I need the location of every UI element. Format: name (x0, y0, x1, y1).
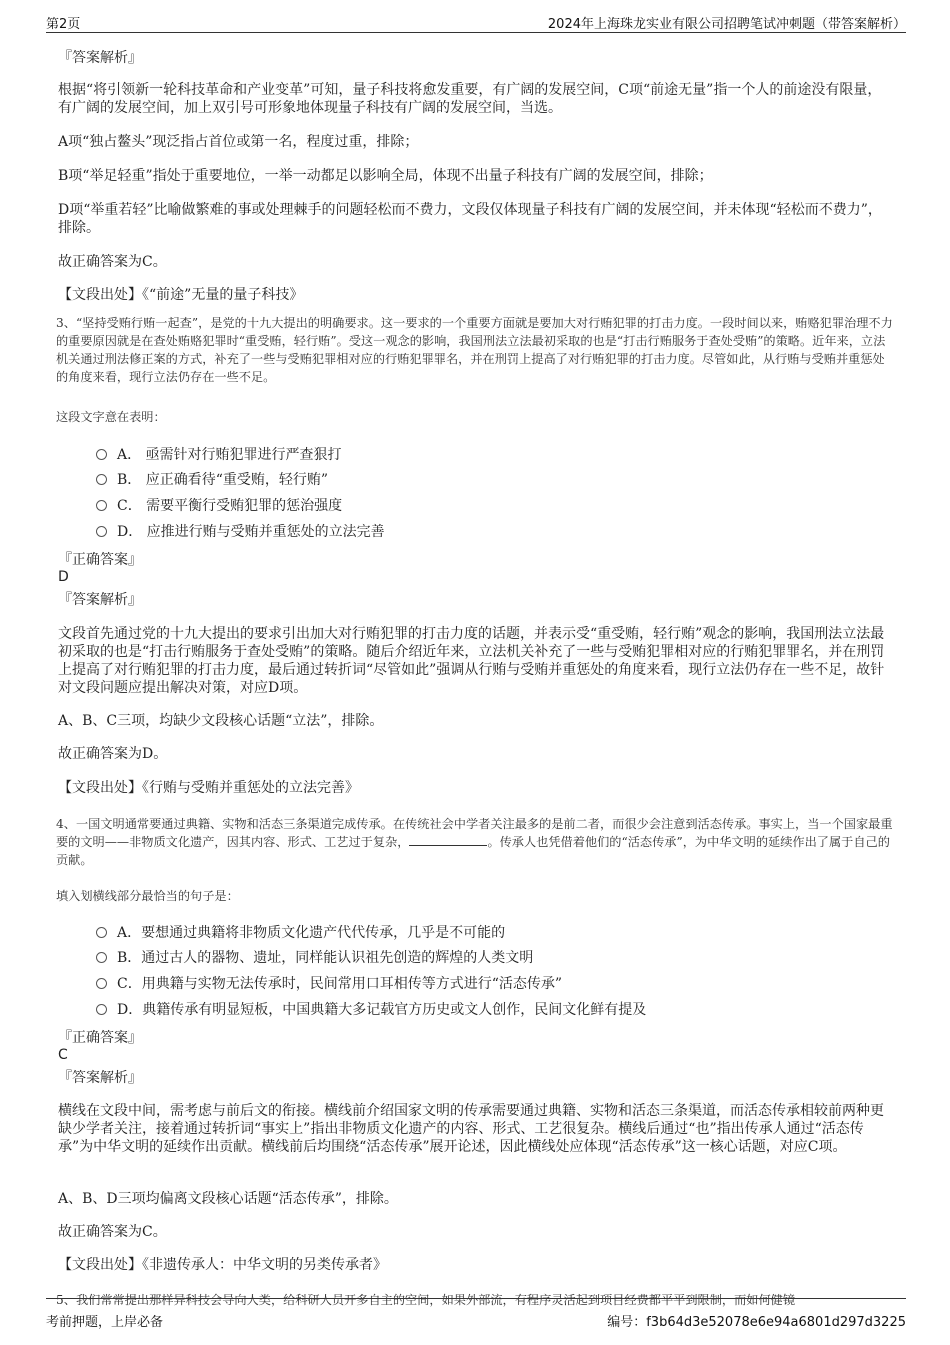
radio-icon[interactable] (96, 500, 107, 511)
q5-partial-stem: 5、我们常常提出那样异科技会导向人类，给科研人员开多自主的空间，如果外部流，有程序灵活起到项目经费都平平到限制，而如何健镜 (56, 1293, 796, 1307)
radio-icon[interactable] (96, 526, 107, 537)
document-title: 2024年上海珠龙实业有限公司招聘笔试冲刺题（带答案解析） (547, 17, 906, 32)
q2-analysis-para3: B项“举足轻重”指处于重要地位，一举一动都足以影响全局，体现不出量子科技有广阔的发展空间，排除； (58, 168, 713, 184)
q3-exclude: A、B、C三项，均缺少文段核心话题“立法”，排除。 (58, 713, 384, 729)
q2-source: 【文段出处】《“前途”无量的量子科技》 (58, 287, 304, 303)
q3-option-b[interactable]: B． 应正确看待“重受贿，轻行贿” (96, 470, 328, 490)
document-id: 编号：f3b64d3e52078e6e94a6801d297d3225 (607, 1315, 906, 1330)
fill-in-blank (409, 835, 487, 846)
q3-answer-label: 『正确答案』 (58, 552, 142, 568)
radio-icon[interactable] (96, 978, 107, 989)
radio-icon[interactable] (96, 449, 107, 460)
q3-stem: 3、“坚持受贿行贿一起查”，是党的十九大提出的明确要求。这一要求的一个重要方面就是要加大对行贿犯罪的打击力度。一段时间以来，贿赂犯罪治理不力的重要原因就是在查处贿赂犯罪时“重受贿，轻行贿”。受这一观念的影响，我国刑法立法最初采取的也是“打击行贿服务于查处受贿”的策略。近年来，立法机关通过刑法修正案的方式，补充了一些与受贿犯罪相对应的行贿犯罪罪名，并在刑罚上提高了对行贿犯罪的打击力度。尽管如此，从行贿与受贿并重惩处的角度来看，现行立法仍存在一些不足。 (56, 316, 893, 384)
q4-prompt: 填入划横线部分最恰当的句子是： (56, 889, 239, 903)
q4-stem: 4、一国文明通常要通过典籍、实物和活态三条渠道完成传承。在传统社会中学者关注最多的是前二者，而很少会注意到活态传承。事实上，当一个国家最重要的文明——非物质文化遗产，因其内容、形式、工艺过于复杂， 。传承人也凭借着他们的“活态传承”，为中华文明的延续作出了属于自己的贡献。 (56, 817, 893, 867)
q3-analysis: 文段首先通过党的十九大提出的要求引出加大对行贿犯罪的打击力度的话题，并表示受“重受贿，轻行贿”观念的影响，我国刑法立法最初采取的也是“打击行贿服务于查处受贿”的策略。随后介绍近年来，立法机关补充了一些与受贿犯罪相对应的行贿犯罪罪名，并在刑罚上提高了对行贿犯罪的打击力度，最后通过转折词“尽管如此”强调从行贿与受贿并重惩处的角度来看，现行立法仍存在一些不足，故针对文段问题应提出解决对策，对应D项。 (58, 626, 885, 696)
q3-option-d[interactable]: D． 应推进行贿与受贿并重惩处的立法完善 (96, 522, 385, 542)
page-footer (46, 1298, 906, 1329)
q3-conclusion: 故正确答案为D。 (58, 746, 168, 762)
q4-analysis-label: 『答案解析』 (58, 1070, 142, 1086)
radio-icon[interactable] (96, 1004, 107, 1015)
footer-slogan: 考前押题，上岸必备 (46, 1315, 164, 1330)
q4-option-b[interactable]: B．通过古人的器物、遗址，同样能认识祖先创造的辉煌的人类文明 (96, 948, 533, 968)
q2-conclusion: 故正确答案为C。 (58, 254, 167, 270)
q2-analysis-label: 『答案解析』 (58, 50, 142, 66)
radio-icon[interactable] (96, 952, 107, 963)
q2-analysis-para1: 根据“将引领新一轮科技革命和产业变革”可知，量子科技将愈发重要，有广阔的发展空间，C项“前途无量”指一个人的前途没有限量，有广阔的发展空间，加上双引号可形象地体现量子科技有广阔的发展空间，当选。 (58, 82, 882, 116)
radio-icon[interactable] (96, 474, 107, 485)
q2-analysis-para2: A项“独占鳌头”现泛指占首位或第一名，程度过重，排除； (58, 134, 419, 150)
page-number: 第2页 (46, 17, 81, 32)
q4-answer: C (58, 1047, 68, 1063)
q4-conclusion: 故正确答案为C。 (58, 1224, 167, 1240)
q3-prompt: 这段文字意在表明： (56, 410, 166, 424)
q3-option-a[interactable]: A． 亟需针对行贿犯罪进行严查狠打 (96, 445, 342, 465)
q3-analysis-label: 『答案解析』 (58, 592, 142, 608)
q3-answer: D (58, 569, 69, 585)
q4-option-c[interactable]: C．用典籍与实物无法传承时，民间常用口耳相传等方式进行“活态传承” (96, 974, 562, 994)
q4-exclude: A、B、D三项均偏离文段核心话题“活态传承”，排除。 (58, 1191, 398, 1207)
q4-option-d[interactable]: D．典籍传承有明显短板，中国典籍大多记载官方历史或文人创作，民间文化鲜有提及 (96, 1000, 646, 1020)
q4-answer-label: 『正确答案』 (58, 1030, 142, 1046)
q3-option-c[interactable]: C． 需要平衡行受贿犯罪的惩治强度 (96, 496, 342, 516)
q3-source: 【文段出处】《行贿与受贿并重惩处的立法完善》 (58, 780, 359, 796)
q4-analysis: 横线在文段中间，需考虑与前后文的衔接。横线前介绍国家文明的传承需要通过典籍、实物和活态三条渠道，而活态传承相较前两种更缺少学者关注，接着通过转折词“事实上”指出非物质文化遗产的内容、形式、工艺很复杂。横线后通过“也”指出传承人通过“活态传承”为中华文明的延续作出贡献。横线前后均围绕“活态传承”展开论述，因此横线处应体现“活态传承”这一核心话题，对应C项。 (58, 1103, 884, 1155)
q2-analysis-para4: D项“举重若轻”比喻做繁难的事或处理棘手的问题轻松而不费力，文段仅体现量子科技有广阔的发展空间，并未体现“轻松而不费力”，排除。 (58, 202, 882, 236)
q4-option-a[interactable]: A．要想通过典籍将非物质文化遗产代代传承，几乎是不可能的 (96, 923, 505, 943)
radio-icon[interactable] (96, 927, 107, 938)
q4-source: 【文段出处】《非遗传承人：中华文明的另类传承者》 (58, 1257, 387, 1273)
